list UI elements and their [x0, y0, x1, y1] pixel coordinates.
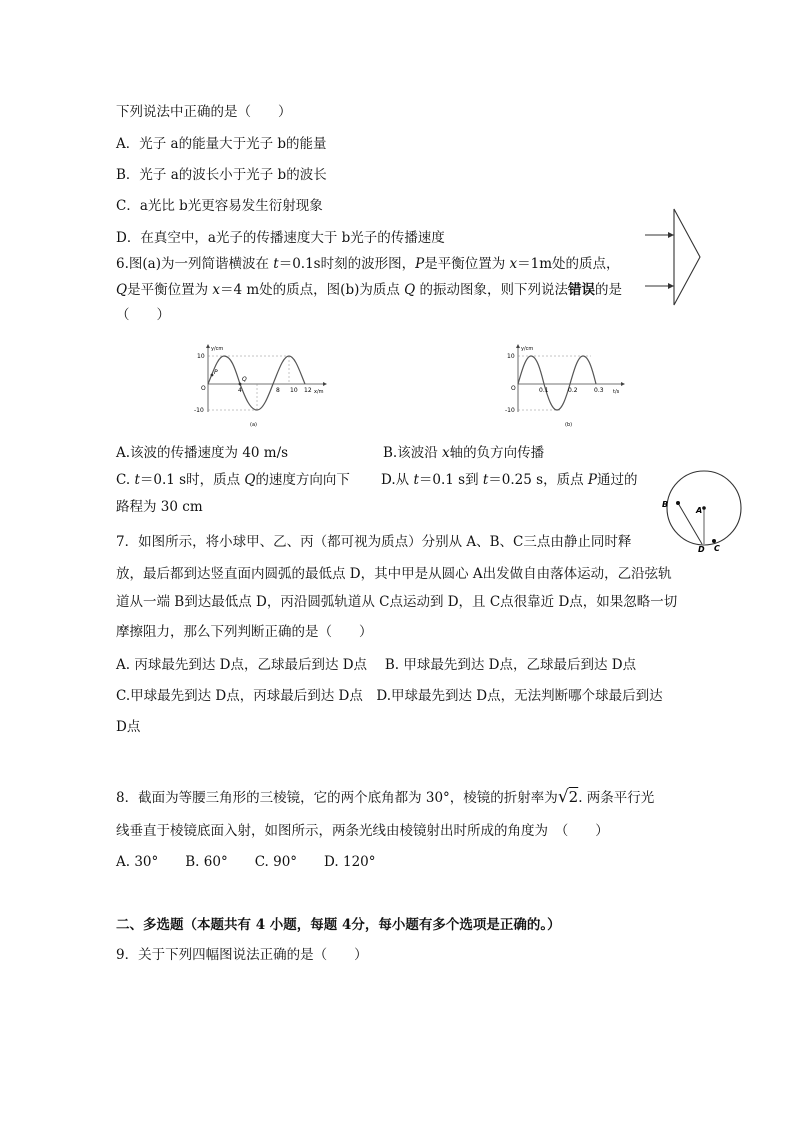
q6-line-1: 6.图(a)为一列简谐横波在 t＝0.1s时刻的波形图，P是平衡位置为 x＝1m处的质点，	[116, 256, 620, 272]
q7-option-d-continued: D点	[116, 719, 141, 735]
section-heading-multiple-choice: 二、多选题（本题共有 4 小题，每题 4分，每小题有多个选项是正确的。）	[116, 917, 561, 933]
q7-line-3: 道从一端 B到达最低点 D，丙沿圆弧轨道从 C点运动到 D，且 C点很靠近 D点，如果忽略一切	[116, 594, 678, 610]
svg-text:0.1: 0.1	[539, 387, 549, 394]
q7-line-4: 摩擦阻力，那么下列判断正确的是（ ）	[116, 624, 373, 640]
svg-text:(a): (a)	[250, 422, 257, 428]
circle-arc-figure	[656, 470, 756, 552]
svg-text:8: 8	[276, 387, 280, 394]
q5-stem: 下列说法中正确的是（ ）	[116, 104, 292, 120]
prism-figure	[643, 205, 705, 309]
q6-line-2: Q是平衡位置为 x＝4 m处的质点，图(b)为质点 Q 的振动图象，则下列说法错误的是	[116, 282, 623, 298]
svg-text:Q: Q	[242, 376, 247, 383]
q5-option-c: C．a光比 b光更容易发生衍射现象	[116, 198, 323, 214]
svg-text:C: C	[714, 544, 720, 552]
vibration-graph-b	[505, 342, 630, 430]
q7-options-cd: C.甲球最先到达 D点，丙球最后到达 D点 D.甲球最先到达 D点，无法判断哪个球最后到达	[116, 688, 663, 704]
svg-text:P: P	[214, 369, 218, 376]
q7-options-ab: A. 丙球最先到达 D点，乙球最后到达 D点 B. 甲球最先到达 D点，乙球最后到达 D点	[116, 657, 637, 673]
q6-option-c: C. t＝0.1 s时，质点 Q的速度方向向下	[116, 472, 350, 488]
q5-option-b: B．光子 a的波长小于光子 b的波长	[116, 167, 327, 183]
svg-text:A: A	[696, 506, 703, 515]
svg-text:y/cm: y/cm	[521, 346, 534, 352]
q8-options: A. 30° B. 60° C. 90° D. 120°	[116, 854, 376, 870]
q7-line-2: 放，最后都到达竖直面内圆弧的最低点 D，其中甲是从圆心 A出发做自由落体运动，乙沿弦轨	[116, 566, 672, 582]
q8-line-2: 线垂直于棱镜底面入射，如图所示，两条光线由棱镜射出时所成的角度为 （ ）	[116, 823, 609, 839]
svg-text:0.2: 0.2	[568, 387, 578, 394]
svg-text:(b): (b)	[565, 422, 573, 428]
svg-text:-10: -10	[505, 407, 515, 414]
q6-option-b: B.该波沿 x轴的负方向传播	[383, 445, 545, 461]
svg-text:10: 10	[290, 387, 298, 394]
svg-text:10: 10	[197, 353, 205, 360]
svg-text:4: 4	[238, 387, 242, 394]
svg-text:D: D	[698, 545, 705, 552]
svg-text:O: O	[511, 385, 516, 392]
q8-line-1: 8．截面为等腰三角形的三棱镜，它的两个底角都为 30°，棱镜的折射率为√2. 两条平行光	[116, 787, 655, 807]
svg-text:x/m: x/m	[314, 389, 324, 395]
svg-text:-10: -10	[194, 407, 204, 414]
svg-text:t/s: t/s	[613, 389, 620, 395]
q5-option-d: D．在真空中，a光子的传播速度大于 b光子的传播速度	[116, 230, 445, 246]
q6-option-a: A.该波的传播速度为 40 m/s	[116, 445, 289, 461]
q9-stem: 9．关于下列四幅图说法正确的是（ ）	[116, 947, 368, 963]
q6-option-d: D.从 t＝0.1 s到 t＝0.25 s，质点 P通过的	[381, 472, 638, 488]
q5-option-a: A．光子 a的能量大于光子 b的能量	[116, 136, 327, 152]
svg-text:B: B	[662, 500, 669, 509]
svg-text:12: 12	[304, 387, 312, 394]
q7-line-1: 7．如图所示，将小球甲、乙、丙（都可视为质点）分别从 A、B、C三点由静止同时释	[116, 534, 632, 550]
svg-text:y/cm: y/cm	[211, 346, 224, 352]
wave-graph-a	[193, 342, 333, 430]
svg-text:O: O	[201, 385, 206, 392]
svg-text:0.3: 0.3	[594, 387, 604, 394]
q6-line-3: （ ）	[116, 307, 170, 323]
q6-option-d-continued: 路程为 30 cm	[116, 499, 203, 515]
svg-text:10: 10	[507, 353, 515, 360]
